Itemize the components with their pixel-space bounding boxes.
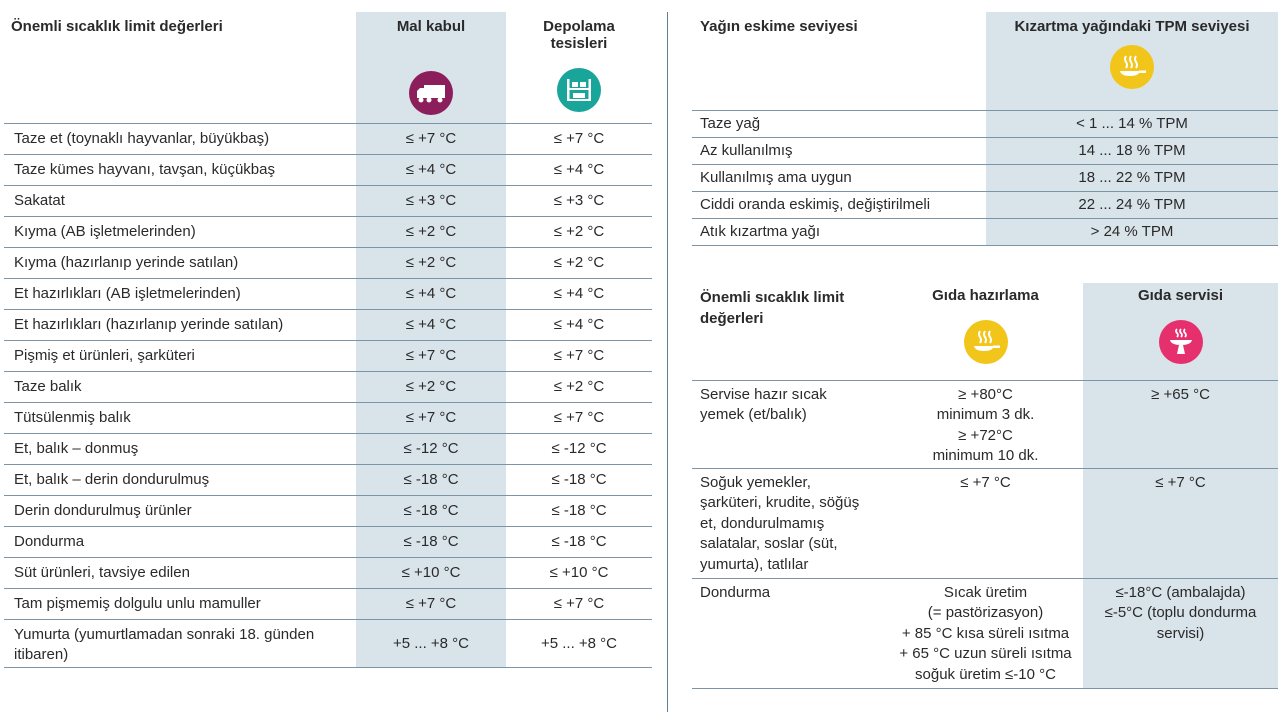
hazirlama-value-line: minimum 10 dk.	[932, 447, 1039, 464]
mal-kabul-value: ≤ +7 °C	[356, 588, 506, 619]
mal-kabul-value: ≤ -18 °C	[356, 526, 506, 557]
servis-value-line: ≥ +65 °C	[1151, 385, 1210, 403]
table-row	[4, 557, 652, 588]
depolama-value: ≤ -18 °C	[506, 526, 652, 557]
servis-value	[1083, 468, 1278, 578]
depolama-value: ≤ +2 °C	[506, 216, 652, 247]
table-row	[692, 218, 1278, 245]
table-row	[692, 137, 1278, 164]
tpm-value: 14 ... 18 % TPM	[986, 137, 1278, 164]
oil-row-label: Az kullanılmış	[692, 137, 986, 164]
row-label: Taze balık	[4, 371, 356, 402]
table-row	[4, 247, 652, 278]
oil-table-title: Yağın eskime seviyesi	[700, 18, 858, 35]
mal-kabul-value: ≤ -18 °C	[356, 495, 506, 526]
depolama-value: ≤ +7 °C	[506, 340, 652, 371]
vertical-divider	[667, 12, 668, 712]
mal-kabul-value: ≤ +2 °C	[356, 216, 506, 247]
hazirlama-value-line: ≥ +80°C	[958, 385, 1013, 403]
row-label: Yumurta (yumurtlamadan sonraki 18. günden itibaren)	[4, 619, 356, 667]
oil-aging-table	[692, 12, 1278, 246]
column-header-depolama-line2: tesisleri	[550, 35, 608, 52]
prep-row-label-line: yemek (et/balık)	[700, 406, 807, 423]
row-label: Dondurma	[4, 526, 356, 557]
depolama-value: ≤ +2 °C	[506, 371, 652, 402]
tpm-value: 18 ... 22 % TPM	[986, 164, 1278, 191]
table-row	[4, 495, 652, 526]
depolama-value: ≤ +2 °C	[506, 247, 652, 278]
mal-kabul-value: ≤ +7 °C	[356, 402, 506, 433]
table-row	[4, 278, 652, 309]
depolama-value: ≤ +7 °C	[506, 402, 652, 433]
serving-tray-icon	[1159, 320, 1203, 364]
mal-kabul-value: ≤ +7 °C	[356, 340, 506, 371]
table-row	[4, 526, 652, 557]
servis-value-line: ≤-5°C (toplu dondurma	[1104, 604, 1257, 621]
table-row	[4, 402, 652, 433]
hot-pan-icon	[964, 320, 1008, 364]
prep-row-label-line: şarküteri, krudite, söğüş	[700, 494, 860, 511]
servis-value	[1083, 380, 1278, 468]
prep-row-label-line: et, dondurulmamış	[700, 514, 825, 532]
table-row	[4, 619, 652, 667]
table-row	[4, 371, 652, 402]
mal-kabul-value: ≤ +3 °C	[356, 185, 506, 216]
row-label: Kıyma (AB işletmelerinden)	[4, 216, 356, 247]
table-row	[692, 468, 1278, 578]
mal-kabul-value: ≤ +2 °C	[356, 247, 506, 278]
table-row	[692, 380, 1278, 468]
depolama-value: ≤ -12 °C	[506, 433, 652, 464]
prep-row-label-line: salatalar, soslar (süt,	[700, 535, 838, 552]
row-label: Et, balık – donmuş	[4, 433, 356, 464]
table-row	[4, 464, 652, 495]
column-header-gida-servisi: Gıda servisi	[1137, 287, 1224, 304]
oil-row-label: Taze yağ	[692, 110, 986, 137]
hazirlama-value-line: ≥ +72°C	[958, 426, 1013, 444]
left-table-title: Önemli sıcaklık limit değerleri	[11, 18, 223, 35]
table-row	[4, 309, 652, 340]
hazirlama-value-line: + 65 °C uzun süreli ısıtma	[899, 645, 1072, 662]
truck-icon	[409, 71, 453, 115]
hazirlama-value-line: minimum 3 dk.	[936, 406, 1035, 423]
prep-table-title-line1: Önemli sıcaklık limit	[700, 289, 845, 306]
hazirlama-value	[888, 380, 1083, 468]
row-label: Pişmiş et ürünleri, şarküteri	[4, 340, 356, 371]
mal-kabul-value: ≤ -18 °C	[356, 464, 506, 495]
column-header-mal-kabul: Mal kabul	[396, 18, 466, 35]
hazirlama-value-line: soğuk üretim ≤-10 °C	[915, 665, 1056, 683]
prep-row-label-line: yumurta), tatlılar	[700, 555, 809, 573]
prep-row-label-line: Servise hazır sıcak	[700, 385, 827, 403]
mal-kabul-value: ≤ +10 °C	[356, 557, 506, 588]
row-label: Tam pişmemiş dolgulu unlu mamuller	[4, 588, 356, 619]
column-header-tpm: Kızartma yağındaki TPM seviyesi	[1014, 18, 1250, 35]
mal-kabul-value: ≤ +7 °C	[356, 123, 506, 154]
depolama-value: ≤ -18 °C	[506, 495, 652, 526]
left-temperature-table	[4, 12, 652, 668]
depolama-value: ≤ +7 °C	[506, 588, 652, 619]
row-label: Et, balık – derin dondurulmuş	[4, 464, 356, 495]
row-label: Sakatat	[4, 185, 356, 216]
shelf-storage-icon	[557, 68, 601, 112]
depolama-value: ≤ +4 °C	[506, 309, 652, 340]
table-row	[692, 578, 1278, 688]
table-row	[692, 110, 1278, 137]
row-label: Et hazırlıkları (AB işletmelerinden)	[4, 278, 356, 309]
oil-row-label: Kullanılmış ama uygun	[692, 164, 986, 191]
row-label: Taze kümes hayvanı, tavşan, küçükbaş	[4, 154, 356, 185]
hazirlama-value-line: (= pastörizasyon)	[927, 604, 1044, 621]
table-row	[692, 164, 1278, 191]
servis-value-line: servisi)	[1156, 624, 1205, 642]
hazirlama-value	[888, 578, 1083, 688]
table-row	[4, 185, 652, 216]
table-row	[4, 433, 652, 464]
prep-row-label-line: Soğuk yemekler,	[700, 473, 811, 491]
tpm-value: > 24 % TPM	[986, 218, 1278, 245]
depolama-value: ≤ +3 °C	[506, 185, 652, 216]
hazirlama-value-line: + 85 °C kısa süreli ısıtma	[901, 624, 1070, 642]
oil-row-label: Ciddi oranda eskimiş, değiştirilmeli	[692, 191, 986, 218]
row-label: Süt ürünleri, tavsiye edilen	[4, 557, 356, 588]
hazirlama-value-line: Sıcak üretim	[943, 583, 1028, 601]
mal-kabul-value: +5 ... +8 °C	[356, 619, 506, 667]
depolama-value: ≤ -18 °C	[506, 464, 652, 495]
table-row	[4, 340, 652, 371]
mal-kabul-value: ≤ +4 °C	[356, 309, 506, 340]
hazirlama-value-line: ≤ +7 °C	[960, 473, 1011, 491]
depolama-value: ≤ +7 °C	[506, 123, 652, 154]
table-row	[4, 154, 652, 185]
mal-kabul-value: ≤ -12 °C	[356, 433, 506, 464]
prep-row-label	[692, 380, 888, 468]
prep-row-label	[692, 578, 888, 688]
table-row	[692, 191, 1278, 218]
frying-pan-icon	[1110, 45, 1154, 89]
mal-kabul-value: ≤ +2 °C	[356, 371, 506, 402]
servis-value-line: ≤-18°C (ambalajda)	[1115, 583, 1246, 601]
servis-value-line: ≤ +7 °C	[1155, 473, 1206, 491]
prep-table-title-line2: değerleri	[700, 310, 764, 327]
row-label: Kıyma (hazırlanıp yerinde satılan)	[4, 247, 356, 278]
depolama-value: ≤ +4 °C	[506, 154, 652, 185]
row-label: Taze et (toynaklı hayvanlar, büyükbaş)	[4, 123, 356, 154]
column-header-gida-hazirlama: Gıda hazırlama	[932, 287, 1039, 304]
oil-row-label: Atık kızartma yağı	[692, 218, 986, 245]
prep-row-label	[692, 468, 888, 578]
table-row	[4, 216, 652, 247]
table-row	[4, 123, 652, 154]
mal-kabul-value: ≤ +4 °C	[356, 154, 506, 185]
depolama-value: ≤ +4 °C	[506, 278, 652, 309]
preparation-service-table	[692, 283, 1278, 689]
row-label: Et hazırlıkları (hazırlanıp yerinde satılan)	[4, 309, 356, 340]
row-label: Derin dondurulmuş ürünler	[4, 495, 356, 526]
table-row	[4, 588, 652, 619]
depolama-value: +5 ... +8 °C	[506, 619, 652, 667]
depolama-value: ≤ +10 °C	[506, 557, 652, 588]
mal-kabul-value: ≤ +4 °C	[356, 278, 506, 309]
hazirlama-value	[888, 468, 1083, 578]
column-header-depolama-line1: Depolama	[543, 18, 615, 35]
prep-row-label-line: Dondurma	[700, 583, 771, 601]
servis-value	[1083, 578, 1278, 688]
tpm-value: < 1 ... 14 % TPM	[986, 110, 1278, 137]
row-label: Tütsülenmiş balık	[4, 402, 356, 433]
tpm-value: 22 ... 24 % TPM	[986, 191, 1278, 218]
